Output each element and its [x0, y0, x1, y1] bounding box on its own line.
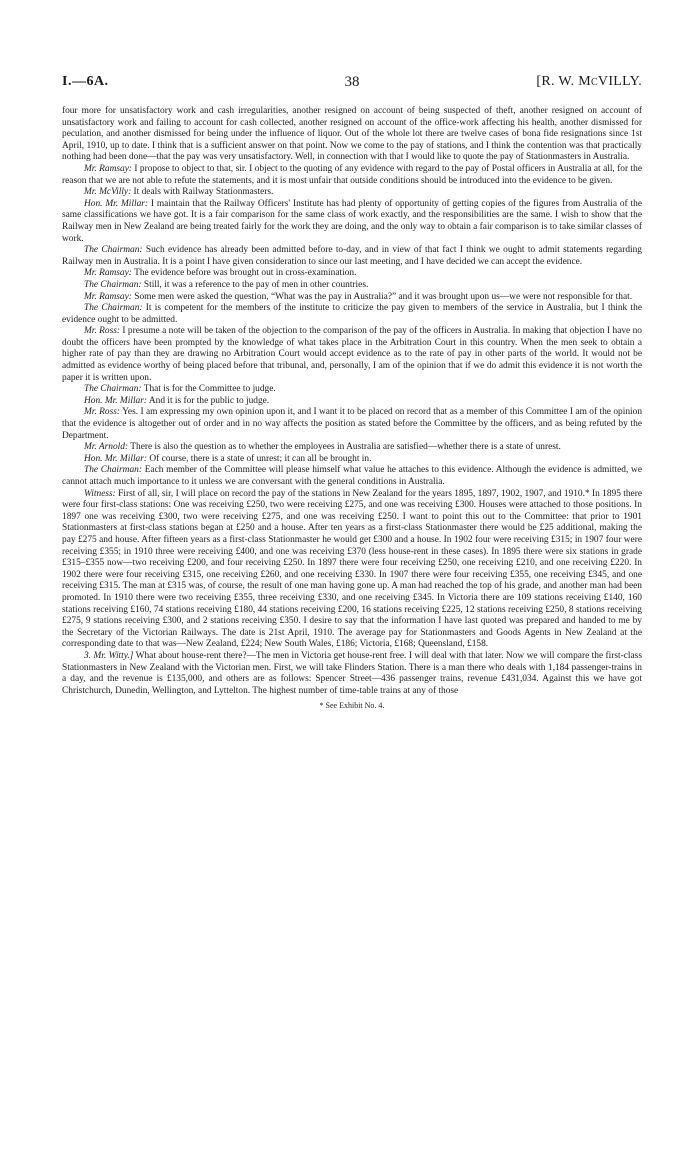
- speaker-name: The Chairman:: [84, 245, 143, 256]
- paragraph: [62, 326, 642, 384]
- paragraph: [62, 465, 642, 488]
- paragraph: [62, 407, 642, 442]
- paragraph-text: First of all, sir, I will place on record the pay of the stations in New Zealand for the years 1895, 1897, 1902, 1907, and 1910.* In 1895 there were four first-class stations: One was receiving £250, two were receiving £275, and one was receiving £300. Houses were attached to those positions. In 1897 one was receiving £300, two were receiving £275, and one was receiving £250. I want to point this out to the Committee: that prior to 1901 Stationmasters at first-class stations began at £250 and a house. After ten years as a first-class Stationmaster there would be £25 additional, making the pay £275 and house. After fifteen years as a first-class Stationmaster he would get £300 and a house. In 1902 four were receiving £315; in 1907 four were receiving £355; in 1910 three were receiving £400, and one was receiving £370 (less house-rent in these cases). In 1895 there were six stations in grade £315–£355 now—two receiving £200, and four receiving £250. In 1897 there were four receiving £250, one receiving £210, and one receiving £220. In 1902 there were four receiving £315, one receiving £260, and one receiving £330. In 1907 there were four receiving £355, one receiving £345, and one receiving £315. The man at £315 was, of course, the result of one man having gone up. A man had reached the top of his grade, and another man had been promoted. In 1910 there were two receiving £355, three receiving £330, and one receiving £345. In Victoria there are 109 stations receiving £140, 160 stations receiving £160, 74 stations receiving £180, 44 stations receiving £200, 16 stations receiving £225, 12 stations receiving £250, 8 stations receiving £275, 9 stations receiving £300, and 2 stations receiving £350. I desire to say that the information I have last quoted was prepared and handed to me by the Secretary of the Victorian Railways. The date is 21st April, 1910. The average pay for Stationmasters and Goods Agents in New Zealand at the corresponding date to that was—New Zealand, £224; New South Wales, £186; Victoria, £168; Queensland, £158.: [62, 488, 642, 650]
- speaker-name: Mr. Ross:: [84, 326, 120, 337]
- paragraph: [62, 442, 642, 454]
- speaker-name: Mr. Ramsay:: [84, 268, 132, 279]
- speaker-name: Hon. Mr. Millar:: [84, 198, 149, 209]
- speaker-name: Hon. Mr. Millar:: [84, 395, 148, 406]
- speaker-name: The Chairman:: [84, 384, 142, 395]
- speaker-name: Mr. Ramsay:: [84, 291, 132, 302]
- paragraph: [62, 303, 642, 326]
- footnote: * See Exhibit No. 4.: [319, 701, 385, 711]
- page-header: [62, 74, 642, 96]
- paragraph: [62, 396, 642, 408]
- paragraph-text: The evidence before was brought out in cross-examination.: [131, 268, 357, 279]
- paragraph: [62, 245, 642, 268]
- paragraph-text: I propose to object to that, sir. I object to the quoting of any evidence with regard to the pay of Postal officers in Australia at all, for the reason that we are not able to refute the statements, and it is most unfair that outside conditions should be introduced into the evidence to be given.: [62, 163, 642, 186]
- paragraph: [62, 106, 642, 164]
- paragraph: [62, 384, 642, 396]
- paragraph-text: Still, it was a reference to the pay of men in other countries.: [141, 279, 369, 290]
- speaker-name: Mr. Ramsay:: [84, 163, 132, 174]
- paragraph-text: That is for the Committee to judge.: [141, 384, 276, 395]
- section-reference: I.—6A.: [62, 74, 109, 89]
- paragraph: [62, 280, 642, 292]
- speaker-name: The Chairman:: [84, 465, 142, 476]
- paragraph: [62, 292, 642, 304]
- speaker-name: Witness:: [84, 488, 116, 499]
- paragraph-text: Of course, there is a state of unrest; it can all be brought in.: [147, 453, 372, 464]
- document-body: [62, 106, 642, 697]
- speaker-name: 3. Mr. Witty.]: [84, 650, 134, 661]
- paragraph: [62, 489, 642, 651]
- paragraph-text: There is also the question as to whether the employees in Australia are satisfied—whether there is a state of unrest.: [128, 442, 561, 453]
- document-page: [62, 74, 642, 710]
- paragraph-text: four more for unsatisfactory work and cash irregularities, another resigned on account of being suspected of theft, another resigned on account of unsatisfactory work and failing to account for cash collected, another resigned on account of the office-work affecting his health, another dismissed for peculation, and another dismissed for being under the influence of liquor. Out of the whole lot there are twelve cases of bona fide resignations since 1st April, 1910, up to date. I think that is a sufficient answer on that point. Now we come to the pay of stations, and I think the contention was that practically nothing had been done—that the pay was very unsatisfactory. Well, in connection with that I would like to quote the pay of Stationmasters in Australia.: [62, 106, 642, 163]
- paragraph: [62, 164, 642, 187]
- paragraph: [62, 268, 642, 280]
- paragraph-text: Each member of the Committee will please himself what value he attaches to this evidence. Although the evidence is admitted, we cannot attach much importance to it unless we are conversant with the general conditions in Australia.: [62, 465, 642, 487]
- paragraph-text: Such evidence has already been admitted before to-day, and in view of that fact I think we ought to admit statements regarding Railway men in Australia. It is a point I have given consideration to since our last meeting, and I have decided we can accept the evidence.: [62, 245, 642, 267]
- paragraph-text: It is competent for the members of the institute to criticize the pay given to members of the service in Australia, but I think the evidence ought to be admitted.: [62, 303, 642, 325]
- paragraph-text: Yes. I am expressing my own opinion upon it, and I want it to be placed on record that as a member of this Committee I am of the opinion that the evidence is altogether out of order and in no way affects the position as stated before the Committee by the officers, and as being refuted by the Department.: [62, 407, 643, 441]
- page-number: 38: [344, 74, 360, 90]
- paragraph-text: What about house-rent there?—The men in Victoria get house-rent free. I will deal with that later. Now we will compare the first-class Stationmasters in New Zealand with the Victorian men. First, we will take Flinders Station. There is a man there who deals with 1,184 passenger-trains in a day, and the revenue is £135,000, and others are as follows: Spencer Street—436 passenger trains, revenue £431,034. Against this we have got Christchurch, Dunedin, Wellington, and Lyttelton. The highest number of time-table trains at any of those: [62, 650, 642, 696]
- paragraph: [62, 651, 642, 697]
- witness-name: [R. W. McVILLY.: [536, 74, 642, 89]
- paragraph-text: Some men were asked the question, “What was the pay in Australia?” and it was brought upon us—we were not responsible for that.: [131, 291, 633, 302]
- paragraph-text: And it is for the public to judge.: [147, 395, 270, 406]
- speaker-name: The Chairman:: [84, 303, 143, 314]
- paragraph-text: I maintain that the Railway Officers' Institute has had plenty of opportunity of getting copies of the figures from Australia of the same classifications we have got. It is a fair comparison for the same class of work exactly, and the responsibilities are the same. I wish to show that the Railway men in New Zealand are being treated fairly for the work they are doing, and the only way to obtain a fair comparison is to take similar classes of work.: [62, 198, 642, 244]
- paragraph: [62, 199, 642, 245]
- paragraph-text: I presume a note will be taken of the objection to the comparison of the pay of the officers in Australia. In making that objection I have no doubt the officers have been prompted by the knowledge of what takes place in the Arbitration Court in this country. When the men seek to obtain a higher rate of pay than they are drawing no Arbitration Court would accept evidence as to the rate of pay in other parts of the world. It would not be admitted as evidence worthy of being placed before that tribunal, and, personally, I am of the opinion that if we do admit this evidence it is not worth the paper it is written upon.: [62, 326, 642, 383]
- speaker-name: The Chairman:: [84, 279, 142, 290]
- speaker-name: Mr. Ross:: [84, 407, 121, 418]
- paragraph: [62, 187, 642, 199]
- paragraph: [62, 454, 642, 466]
- paragraph-text: It deals with Railway Stationmasters.: [131, 187, 274, 198]
- speaker-name: Mr. McVilly:: [84, 187, 132, 198]
- speaker-name: Hon. Mr. Millar:: [84, 453, 148, 464]
- speaker-name: Mr. Arnold:: [84, 442, 129, 453]
